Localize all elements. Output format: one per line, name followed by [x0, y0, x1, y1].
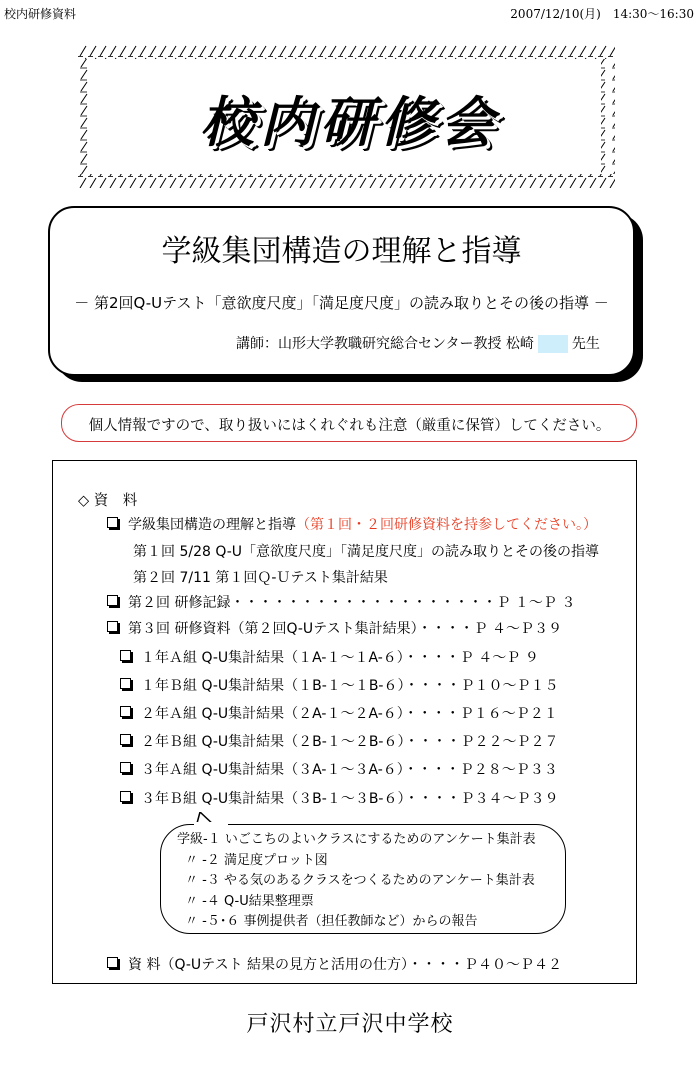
topic-title: 学級集団構造の理解と指導 — [161, 234, 522, 269]
class-result-3a: ３年Ａ組 Q-U集計結果（３A-１〜３A-６）・・・・Ｐ２８〜Ｐ３３ — [120, 759, 558, 779]
class-result-1a: １年Ａ組 Q-U集計結果（１A-１〜１A-６）・・・・Ｐ ４〜Ｐ ９ — [120, 647, 539, 667]
lecturer-name: 講師：山形大学教職研究総合センター教授 松崎 — [236, 336, 534, 352]
checkbox-icon — [120, 762, 131, 773]
checkbox-icon — [107, 517, 118, 528]
checkbox-icon — [107, 621, 118, 632]
class-doc-1: 学級-１ いごこちのよいクラスにするためのアンケート集計表 — [177, 832, 536, 847]
topic-subtitle: － 第2回Q-Uテスト「意欲度尺度」「満足度尺度」の読み取りとその後の指導 － — [74, 294, 609, 312]
page-title: 校内研修会 — [200, 90, 500, 154]
checkbox-icon — [120, 706, 131, 717]
class-result-3b: ３年Ｂ組 Q-U集計結果（３B-１〜３B-６）・・・・Ｐ３４〜Ｐ３９ — [120, 788, 558, 808]
class-result-1b: １年Ｂ組 Q-U集計結果（１B-１〜１B-６）・・・・Ｐ１０〜Ｐ１５ — [120, 675, 558, 695]
material-item-3: 第３回 研修資料（第２回Q-Uテスト集計結果）・・・・Ｐ ４〜Ｐ３９ — [107, 618, 562, 638]
checkbox-icon — [120, 678, 131, 689]
checkbox-icon — [107, 957, 118, 968]
checkbox-icon — [107, 595, 118, 606]
lecturer-line — [236, 333, 600, 353]
material-item-4: 資 料（Q-Uテスト 結果の見方と活用の仕方）・・・・Ｐ４０〜Ｐ４２ — [107, 954, 562, 974]
class-doc-2: 〃 -２ 満足度プロット図 — [185, 853, 328, 868]
bring-materials-note: （第１回・２回研修資料を持参してください。） — [296, 517, 597, 533]
school-name: 戸沢村立戸沢中学校 — [246, 1012, 454, 1037]
class-doc-4: 〃 -４ Q-U結果整理票 — [185, 894, 314, 909]
checkbox-icon — [120, 650, 131, 661]
material-item-2: 第２回 研修記録・・・・・・・・・・・・・・・・・・・Ｐ １〜Ｐ ３ — [107, 592, 575, 612]
class-doc-5: 〃 -５･６ 事例提供者（担任教師など）からの報告 — [185, 914, 478, 929]
materials-heading: ◇ 資 料 — [78, 493, 138, 509]
lecturer-title: 先生 — [571, 336, 600, 352]
class-doc-3: 〃 -３ やる気のあるクラスをつくるためのアンケート集計表 — [185, 873, 535, 888]
material-item-1: 学級集団構造の理解と指導（第１回・２回研修資料を持参してください。） — [107, 514, 597, 534]
redacted-name-mask — [538, 335, 568, 353]
checkbox-icon — [120, 734, 131, 745]
checkbox-icon — [120, 791, 131, 802]
material-item-1-sub-1: 第１回 5/28 Q-U「意欲度尺度」「満足度尺度」の読み取りとその後の指導 — [133, 544, 600, 560]
material-item-1-sub-2: 第２回 7/11 第１回Ｑ-Ｕテスト集計結果 — [133, 570, 388, 586]
privacy-notice-text: 個人情報ですので、取り扱いにはくれぐれも注意（厳重に保管）してください。 — [88, 418, 611, 434]
class-result-2b: ２年Ｂ組 Q-U集計結果（２B-１〜２B-６）・・・・Ｐ２２〜Ｐ２７ — [120, 731, 558, 751]
header-doc-label: 校内研修資料 — [4, 7, 77, 21]
header-date-time: 2007/12/10(月) 14:30〜16:30 — [510, 7, 694, 21]
class-result-2a: ２年Ａ組 Q-U集計結果（２A-１〜２A-６）・・・・Ｐ１６〜Ｐ２１ — [120, 703, 558, 723]
